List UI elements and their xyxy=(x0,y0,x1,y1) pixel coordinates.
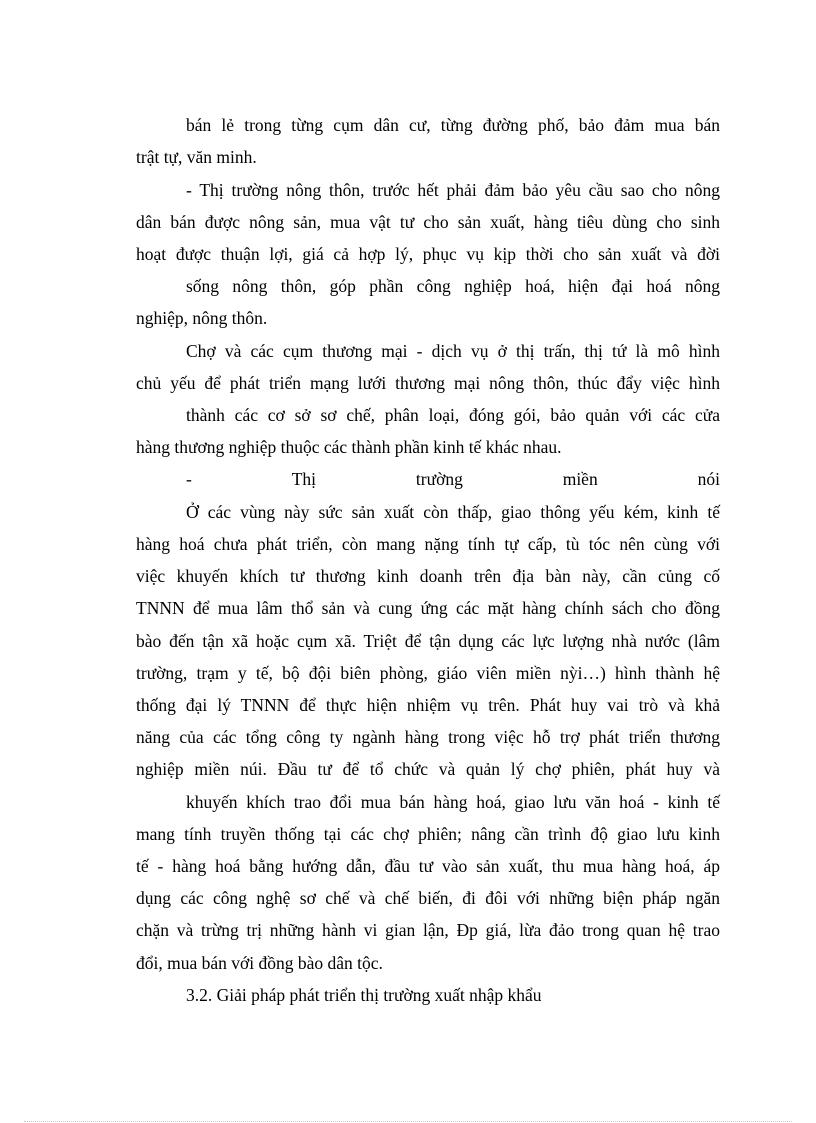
text-line: bào đến tận xã hoặc cụm xã. Triệt để tận dụng các lực lượng nhà nước (lâm xyxy=(136,631,720,651)
text-line: nghiệp, nông thôn. xyxy=(136,308,268,328)
text-line: thống đại lý TNNN để thực hiện nhiệm vụ trên. Phát huy vai trò và khả xyxy=(136,695,720,715)
text-line: tế - hàng hoá bằng hướng dẫn, đầu tư vào sản xuất, thu mua hàng hoá, áp xyxy=(136,856,720,876)
text-line: trường, trạm y tế, bộ đội biên phòng, giáo viên miền nỳi…) hình thành hệ xyxy=(136,663,720,683)
heading-word: miền xyxy=(562,469,598,489)
text-line: sống nông thôn, góp phần công nghiệp hoá, hiện đại hoá nông xyxy=(186,276,720,296)
text-line: năng của các tổng công ty ngành hàng trong việc hỗ trợ phát triển thương xyxy=(136,727,720,747)
text-line: hàng hoá chưa phát triển, còn mang nặng tính tự cấp, tù tóc nên cùng với xyxy=(136,534,720,554)
text-line: thành các cơ sở sơ chế, phân loại, đóng gói, bảo quản với các cửa xyxy=(186,405,720,425)
text-line: chủ yếu để phát triển mạng lưới thương mại nông thôn, thúc đẩy việc hình xyxy=(136,373,720,393)
text-line: trật tự, văn minh. xyxy=(136,147,257,167)
heading-word: - xyxy=(186,469,192,489)
text-line: chặn và trừng trị những hành vi gian lận, Đp giá, lừa đảo trong quan hệ trao xyxy=(136,920,720,940)
text-line: dụng các công nghệ sơ chế và chế biến, đi đôi với những biện pháp ngăn xyxy=(136,888,720,908)
text-line: hoạt được thuận lợi, giá cả hợp lý, phục vụ kịp thời cho sản xuất và đời xyxy=(136,244,720,264)
heading-word: trường xyxy=(415,469,463,489)
text-line: TNNN để mua lâm thổ sản và cung ứng các mặt hàng chính sách cho đồng xyxy=(136,598,720,618)
text-line: bán lẻ trong từng cụm dân cư, từng đường phố, bảo đảm mua bán xyxy=(186,115,720,135)
text-line: khuyến khích trao đổi mua bán hàng hoá, giao lưu văn hoá - kinh tế xyxy=(186,792,720,812)
text-line: việc khuyến khích tư thương kinh doanh trên địa bàn này, cần củng cố xyxy=(136,566,720,586)
section-heading-export-import: 3.2. Giải pháp phát triển thị trường xuất nhập khẩu xyxy=(186,985,542,1005)
text-line: Ở các vùng này sức sản xuất còn thấp, giao thông yếu kém, kinh tế xyxy=(186,502,720,522)
text-line: dân bán được nông sản, mua vật tư cho sản xuất, hàng tiêu dùng cho sinh xyxy=(136,212,720,232)
text-line: hàng thương nghiệp thuộc các thành phần kinh tế khác nhau. xyxy=(136,437,562,457)
text-line: - Thị trường nông thôn, trước hết phải đảm bảo yêu cầu sao cho nông xyxy=(186,180,720,200)
page-bottom-divider xyxy=(24,1121,792,1122)
section-heading-mountain-market xyxy=(186,463,720,495)
text-line: nghiệp miền núi. Đầu tư để tổ chức và quản lý chợ phiên, phát huy và xyxy=(136,759,720,779)
text-line: mang tính truyền thống tại các chợ phiên; nâng cần trình độ giao lưu kinh xyxy=(136,824,720,844)
text-line: Chợ và các cụm thương mại - dịch vụ ở thị trấn, thị tứ là mô hình xyxy=(186,341,720,361)
heading-word: Thị xyxy=(291,469,317,489)
text-line: đổi, mua bán với đồng bào dân tộc. xyxy=(136,953,383,973)
heading-word: nói xyxy=(697,469,720,489)
